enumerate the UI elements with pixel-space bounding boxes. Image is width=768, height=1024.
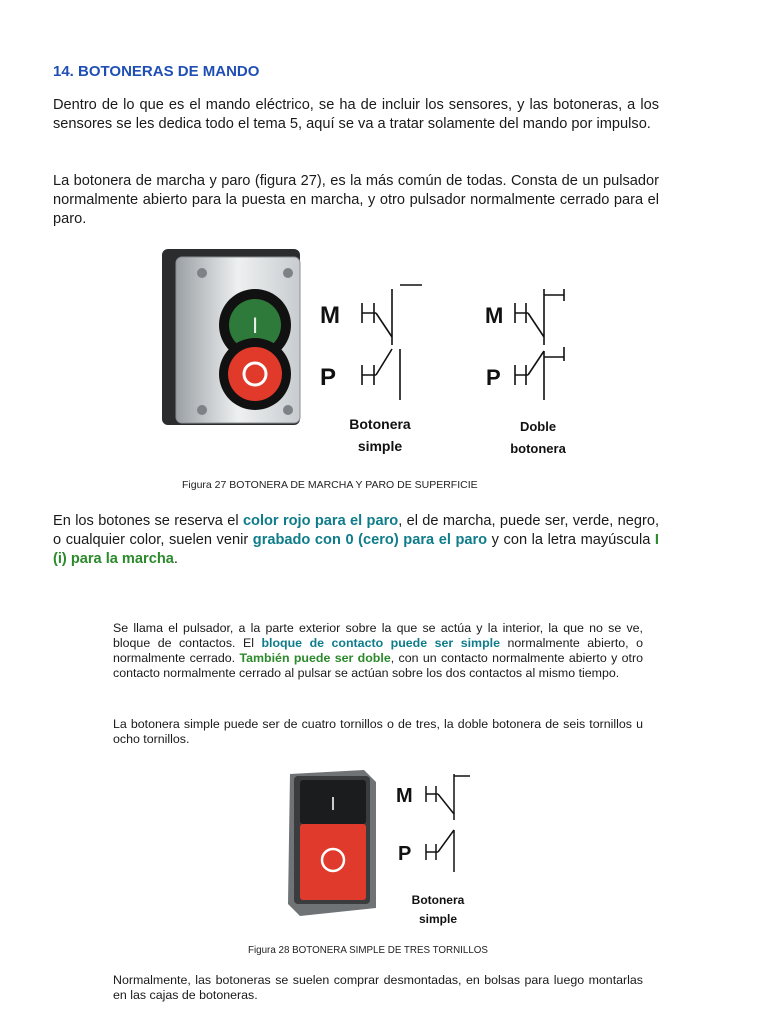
- label-m-double: M: [485, 303, 504, 328]
- paragraph-pulsador: [113, 621, 643, 681]
- figure-27: [160, 245, 600, 465]
- text-run: y con la letra mayúscula: [487, 532, 655, 548]
- highlight-cero: grabado con 0 (cero) para el paro: [252, 532, 488, 548]
- label-m-simple: M: [320, 302, 340, 329]
- simple-pushbutton-photo: [288, 770, 376, 916]
- simple-label-line2: simple: [418, 912, 458, 926]
- pushbutton-station-photo: [162, 249, 300, 425]
- paragraph-intro: Dentro de lo que es el mando eléctrico, se ha de incluir los sensores, y las botoneras, a los sensores se les dedica todo el tema 5, aquí se va a tratar solamente del mando por impulso.: [53, 97, 659, 132]
- start-button-glyph: I: [330, 794, 336, 814]
- figure-27-caption: Figura 27 BOTONERA DE MARCHA Y PARO DE SUPERFICIE: [182, 479, 478, 491]
- label-p-simple: P: [320, 364, 337, 391]
- simple-switch-schematic: [426, 774, 470, 872]
- simple-label-line2: simple: [357, 438, 403, 454]
- label-p: P: [398, 843, 412, 865]
- label-m: M: [396, 785, 413, 807]
- text-run: , con un contacto normalmente abierto y otro contacto normalmente cerrado al pulsar se actúan sobre los dos contactos al mismo tiempo.: [113, 651, 643, 680]
- stop-button: [300, 824, 366, 900]
- simple-label-line1: Botonera: [349, 416, 411, 432]
- simple-switch-schematic: [362, 285, 422, 400]
- stop-button: [228, 347, 282, 401]
- paragraph-desmontadas: Normalmente, las botoneras se suelen comprar desmontadas, en bolsas para luego montarlas en las cajas de botoneras.: [113, 973, 643, 1002]
- label-p-double: P: [486, 365, 501, 390]
- highlight-bloque-simple: bloque de contacto puede ser simple: [261, 636, 500, 650]
- text-run: Se llama el pulsador, a la parte exterior sobre la que se actúa y la interior, la que no se ve, bloque de contactos. El: [113, 621, 643, 650]
- section-heading: 14. BOTONERAS DE MANDO: [53, 63, 260, 80]
- text-run: En los botones se reserva el: [53, 513, 243, 529]
- start-button-glyph: I: [251, 313, 259, 338]
- highlight-rojo: color rojo para el paro: [242, 513, 399, 529]
- double-label-line2: botonera: [510, 441, 566, 456]
- simple-label-line1: Botonera: [411, 893, 465, 907]
- text-run: .: [173, 551, 178, 567]
- figure-28-caption: Figura 28 BOTONERA SIMPLE DE TRES TORNILLOS: [248, 945, 488, 956]
- highlight-marcha: I (i) para la marcha: [53, 532, 659, 567]
- text-run: normalmente abierto, o normalmente cerrado.: [113, 636, 643, 665]
- double-label-line1: Doble: [519, 419, 557, 434]
- double-switch-schematic: [515, 289, 564, 400]
- figure-28: [278, 768, 498, 934]
- highlight-doble: También puede ser doble: [239, 651, 391, 665]
- paragraph-tornillos: La botonera simple puede ser de cuatro tornillos o de tres, la doble botonera de seis tornillos u ocho tornillos.: [113, 717, 643, 746]
- paragraph-marcha-paro: La botonera de marcha y paro (figura 27), es la más común de todas. Consta de un pulsador normalmente abierto para la puesta en marcha, y otro pulsador normalmente cerrado para el paro.: [53, 173, 659, 227]
- text-run: , el de marcha, puede ser, verde, negro, o cualquier color, suelen venir: [53, 513, 659, 548]
- paragraph-colores: [53, 512, 659, 569]
